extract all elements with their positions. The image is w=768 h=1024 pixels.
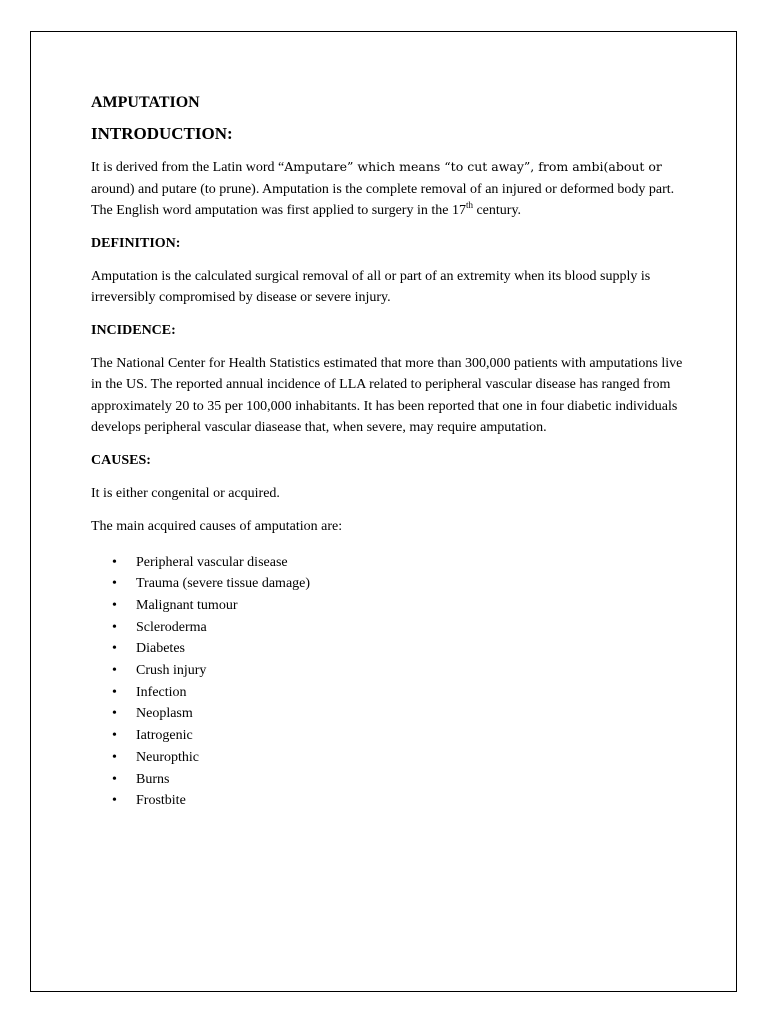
intro-text-start: It is derived from the Latin word “: [91, 160, 285, 175]
cause-list-item: [91, 725, 691, 747]
intro-superscript: th: [465, 200, 473, 210]
cause-list-item: [91, 660, 691, 682]
cause-item-text: Peripheral vascular disease: [136, 554, 288, 570]
cause-list-item: [91, 617, 691, 639]
bullet-icon: •: [112, 684, 117, 700]
bullet-icon: •: [112, 663, 117, 679]
definition-heading: DEFINITION:: [91, 235, 181, 251]
cause-list-item: [91, 769, 691, 791]
cause-item-text: Frostbite: [136, 793, 186, 809]
intro-text-continued: around) and putare (to prune). Amputation is the complete removal of an injured or deformed body part. The English word amputation was first applied to surgery in the 17: [91, 181, 675, 218]
cause-item-text: Iatrogenic: [136, 728, 193, 744]
bullet-icon: •: [112, 771, 117, 787]
cause-list-item: [91, 552, 691, 574]
introduction-heading: INTRODUCTION:: [91, 124, 233, 143]
cause-item-text: Diabetes: [136, 641, 185, 657]
cause-list-item: [91, 595, 691, 617]
cause-item-text: Trauma (severe tissue damage): [136, 576, 311, 592]
cause-list-item: [91, 638, 691, 660]
introduction-paragraph: [91, 156, 691, 222]
cause-item-text: Malignant tumour: [136, 597, 238, 613]
cause-item-text: Infection: [136, 684, 187, 700]
cause-item-text: Crush injury: [136, 663, 207, 679]
intro-text-end: century.: [472, 203, 522, 218]
bullet-icon: •: [112, 597, 117, 613]
bullet-icon: •: [112, 619, 117, 635]
cause-list-item: [91, 703, 691, 725]
bullet-icon: •: [112, 728, 117, 744]
incidence-heading: INCIDENCE:: [91, 322, 176, 338]
cause-list-item: [91, 573, 691, 595]
bullet-icon: •: [112, 576, 117, 592]
bullet-icon: •: [112, 554, 117, 570]
cause-list-item: [91, 790, 691, 812]
causes-line-1: It is either congenital or acquired.: [91, 485, 280, 501]
cause-item-text: Scleroderma: [136, 619, 207, 635]
cause-item-text: Neuropthic: [136, 749, 199, 765]
causes-heading: CAUSES:: [91, 452, 151, 468]
bullet-icon: •: [112, 706, 117, 722]
bullet-icon: •: [112, 641, 117, 657]
causes-line-2: The main acquired causes of amputation are:: [91, 519, 343, 534]
intro-quoted-text: Amputare” which means “to cut away”, from ambi(about or: [284, 159, 662, 174]
incidence-paragraph: The National Center for Health Statistics estimated that more than 300,000 patients with amputations live in the US. The reported annual incidence of LLA related to peripheral vascular disease has ranged from approximately 20 to 35 per 100,000 inhabitants. It has been reported that one in four diabetic individuals develops peripheral vascular diasease that, when severe, may require amputation.: [91, 355, 683, 435]
document-body: [91, 93, 691, 812]
cause-item-text: Neoplasm: [136, 706, 193, 722]
bullet-icon: •: [112, 793, 117, 809]
cause-list-item: [91, 747, 691, 769]
cause-list-item: [91, 682, 691, 704]
cause-item-text: Burns: [136, 771, 170, 787]
document-title: AMPUTATION: [91, 94, 200, 111]
causes-list: [91, 552, 691, 812]
definition-paragraph: Amputation is the calculated surgical removal of all or part of an extremity when its blood supply is irreversibly compromised by disease or severe injury.: [91, 268, 651, 305]
bullet-icon: •: [112, 749, 117, 765]
